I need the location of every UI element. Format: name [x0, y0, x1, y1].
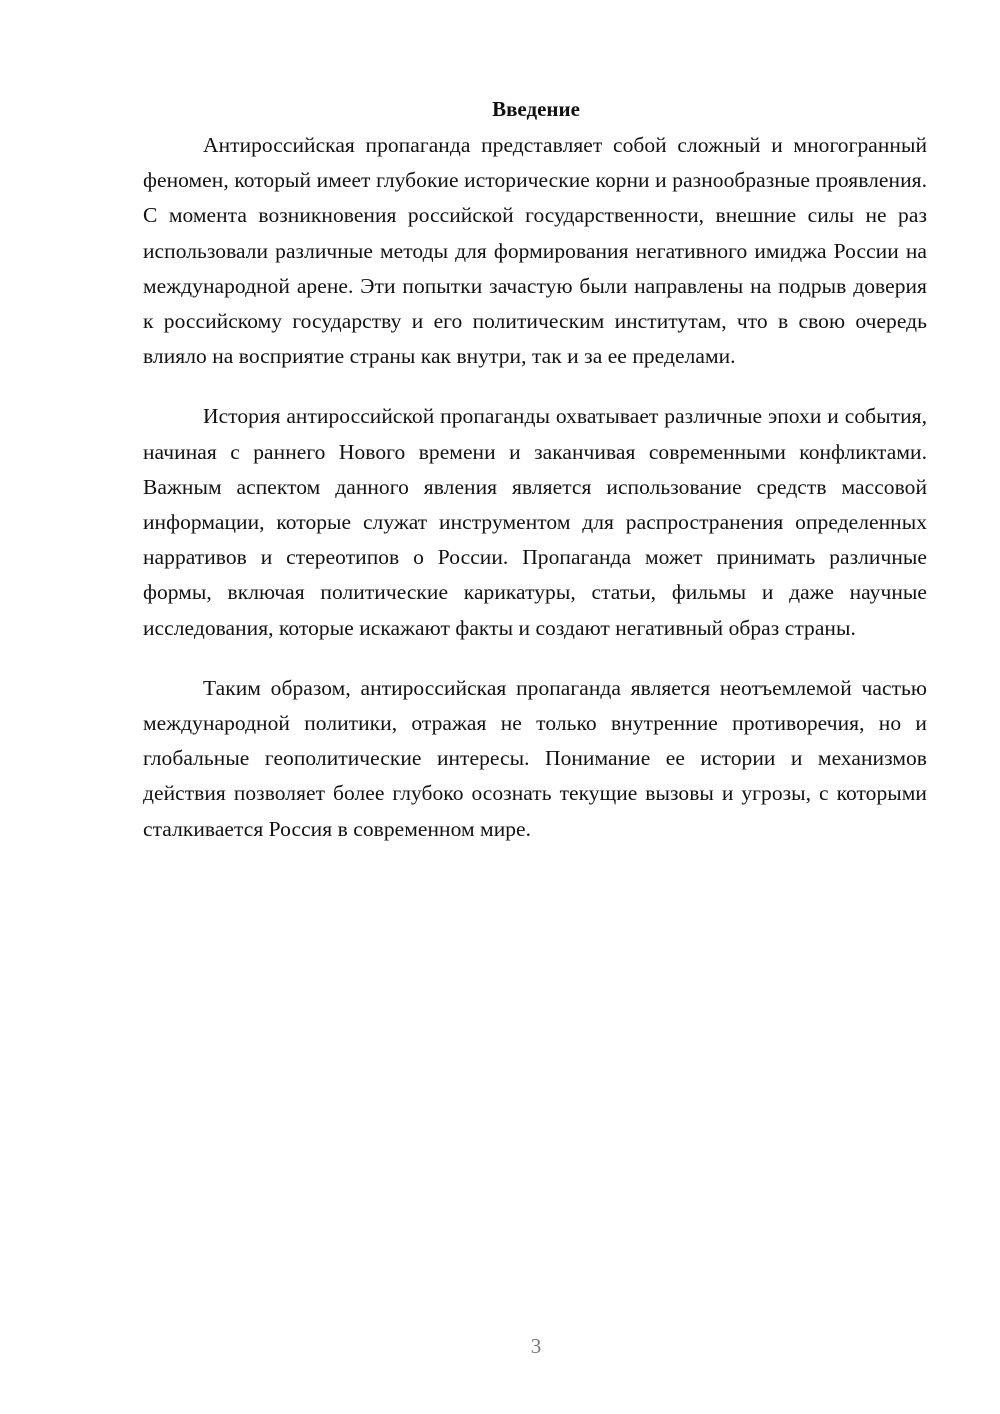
paragraph-1: Антироссийская пропаганда представляет собой сложный и многогранный феномен, который имеет глубокие исторические корни и разнообразные проявления. С момента возникновения российской государственности, внешние силы не раз использовали различные методы для формирования негативного имиджа России на международной арене. Эти попытки зачастую были направлены на подрыв доверия к российскому государству и его политическим институтам, что в свою очередь влияло на восприятие страны как внутри, так и за ее пределами. — [143, 133, 927, 369]
document-page — [143, 92, 927, 847]
page-number: 3 — [530, 1334, 542, 1358]
paragraph-2: История антироссийской пропаганды охватывает различные эпохи и события, начиная с раннего Нового времени и заканчивая современными конфликтами. Важным аспектом данного явления является использование средств массовой информации, которые служат инструментом для распространения определенных нарративов и стереотипов о России. Пропаганда может принимать различные формы, включая политические карикатуры, статьи, фильмы и даже научные исследования, которые искажают факты и создают негативный образ страны. — [143, 404, 927, 640]
paragraph-3: Таким образом, антироссийская пропаганда является неотъемлемой частью международной политики, отражая не только внутренние противоречия, но и глобальные геополитические интересы. Понимание ее истории и механизмов действия позволяет более глубоко осознать текущие вызовы и угрозы, с которыми сталкивается Россия в современном мире. — [143, 675, 927, 841]
section-title: Введение — [492, 97, 580, 121]
